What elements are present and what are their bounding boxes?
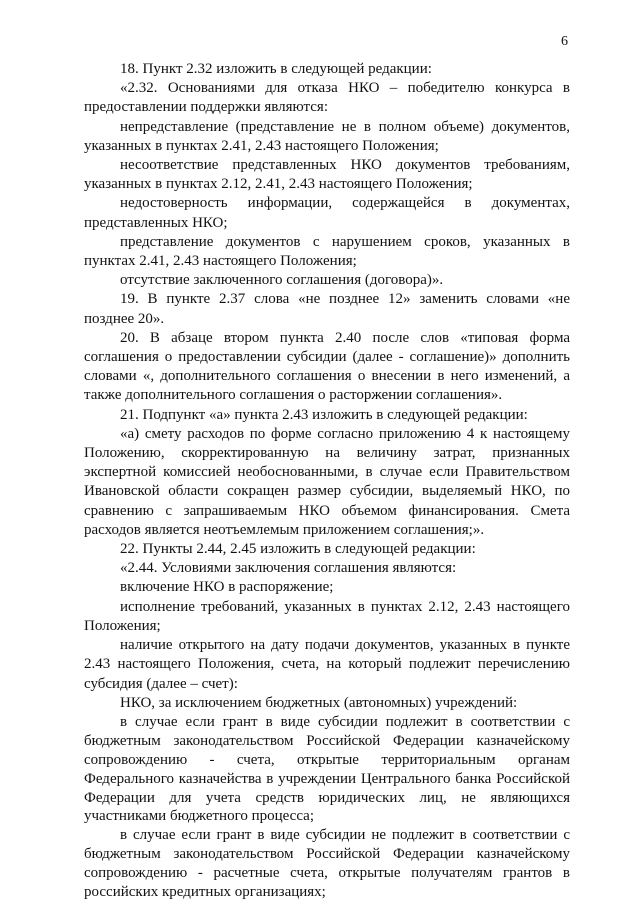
paragraph-no-treasury-support: в случае если грант в виде субсидии не подлежит в соответствии с бюджетным законодательством Российской Федерации казначейскому сопровождению - расчетные счета, открытые получателям грантов в российских кредитных организациях; (84, 827, 570, 901)
paragraph-condition-inclusion: включение НКО в распоряжение; (120, 579, 334, 596)
paragraph-treasury-support: в случае если грант в виде субсидии подлежит в соответствии с бюджетным законодательством Российской Федерации казначейскому сопровождению - счета, открытые территориальным органам Федерального казначейства в учреждении Центрального банка Российской Федерации для учета средств юридических лиц, не являющихся участниками бюджетного процесса; (84, 713, 570, 825)
paragraph-subitem-a: «а) смету расходов по форме согласно приложению 4 к настоящему Положению, скорректированную на величину затрат, признанных экспертной комиссией необоснованными, в случае если Правительством Ивановской области сокращен размер субсидии, выделяемый НКО, по сравнению с запрашиваемым НКО объемом финансирования. Смета расходов является неотъемлемым приложением соглашения;». (84, 425, 570, 538)
paragraph-item-21: 21. Подпункт «а» пункта 2.43 изложить в следующей редакции: (120, 406, 528, 423)
paragraph-item-22: 22. Пункты 2.44, 2.45 изложить в следующей редакции: (120, 541, 476, 558)
paragraph-ground-inaccuracy: недостоверность информации, содержащейся в документах, представленных НКО; (84, 195, 570, 231)
page-number: 6 (561, 34, 568, 49)
paragraph-2-44: «2.44. Условиями заключения соглашения являются: (120, 560, 457, 577)
paragraph-item-18: 18. Пункт 2.32 изложить в следующей редакции: (120, 61, 432, 77)
paragraph-ground-late-submission: представление документов с нарушением сроков, указанных в пунктах 2.41, 2.43 настоящего Положения; (84, 233, 570, 270)
paragraph-item-19: 19. В пункте 2.37 слова «не позднее 12» заменить словами «не позднее 20». (84, 291, 570, 327)
paragraph-condition-account: наличие открытого на дату подачи документов, указанных в пункте 2.43 настоящего Положения, счета, на который подлежит перечислению субсидия (далее – счет): (84, 637, 570, 692)
paragraph-2-32: «2.32. Основаниями для отказа НКО – победителю конкурса в предоставлении поддержки являются: (84, 80, 570, 116)
paragraph-ground-noncompliance: несоответствие представленных НКО документов требованиям, указанных в пунктах 2.12, 2.41, 2.43 настоящего Положения; (84, 157, 570, 193)
paragraph-ground-nonsubmission: непредставление (представление не в полном объеме) документов, указанных в пунктах 2.41, 2.43 настоящего Положения; (84, 118, 570, 154)
document-body (84, 60, 570, 902)
paragraph-condition-requirements: исполнение требований, указанных в пунктах 2.12, 2.43 настоящего Положения; (84, 598, 570, 634)
paragraph-nko-exception: НКО, за исключением бюджетных (автономных) учреждений: (120, 694, 518, 711)
paragraph-ground-no-agreement: отсутствие заключенного соглашения (договора)». (120, 272, 444, 289)
paragraph-item-20: 20. В абзаце втором пункта 2.40 после слов «типовая форма соглашения о предоставлении субсидии (далее - соглашение)» дополнить словами «, дополнительного соглашения о внесении в него изменений, а также дополнительного соглашения о расторжении соглашения». (84, 329, 570, 404)
